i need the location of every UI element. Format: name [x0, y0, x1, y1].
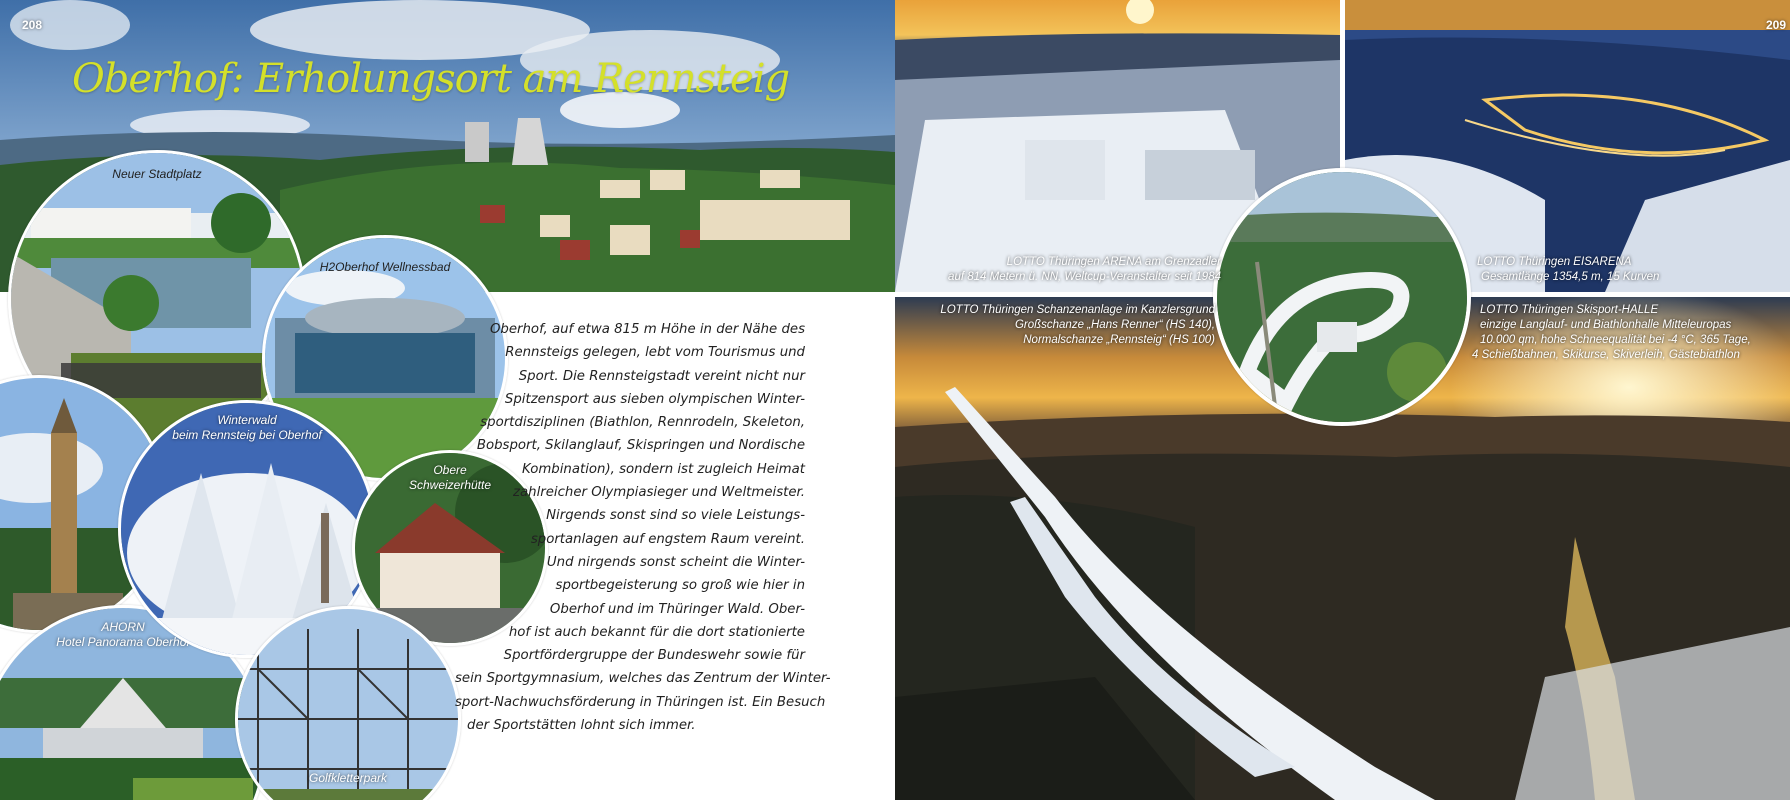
body-line: hof ist auch bekannt für die dort stationierte	[508, 624, 805, 640]
caption-eisarena: LOTTO Thüringen EISARENA Gesamtlänge 1354,5 m, 15 Kurven	[1477, 256, 1660, 283]
circle-label-winterwald: Winterwald beim Rennsteig bei Oberhof	[172, 413, 322, 442]
body-line: Spitzensport aus sieben olympischen Winter-	[504, 391, 805, 407]
body-line: der Sportstätten lohnt sich immer.	[467, 718, 696, 734]
circle-label-ahorn-hotel: AHORN Hotel Panorama Oberhof	[56, 620, 190, 649]
body-line: Oberhof, auf etwa 815 m Höhe in der Nähe des	[489, 322, 805, 337]
body-line: Oberhof und im Thüringer Wald. Ober-	[549, 601, 805, 617]
caption-schanzenanlage: LOTTO Thüringen Schanzenanlage im Kanzlersgrund Großschanze „Hans Renner“ (HS 140), Normalschanze „Rennsteig“ (HS 100)	[940, 304, 1215, 346]
body-line: Sport. Die Rennsteigstadt vereint nicht nur	[518, 368, 805, 384]
circle-label-neuer-stadtplatz: Neuer Stadtplatz	[112, 167, 202, 181]
body-line: Sportfördergruppe der Bundeswehr sowie für	[503, 648, 805, 664]
circle-photo-skisport-halle	[1213, 168, 1471, 426]
circle-label-h2oberhof: H2Oberhof Wellnessbad	[319, 260, 451, 274]
body-line: sportbegeisterung so groß wie hier in	[555, 578, 805, 594]
body-line: Rennsteigs gelegen, lebt vom Tourismus und	[505, 345, 805, 361]
circle-label-golfkletterpark: Golfkletterpark	[308, 771, 388, 785]
caption-skisport-halle: LOTTO Thüringen Skisport-HALLE einzige Langlauf- und Biathlonhalle Mitteleuropas 10.000 qm, hohe Schneequalität bei -4 °C, 365 Tage, 4 Schießbahnen, Skikurse, Skiverleih, Gästebiathlon	[1472, 304, 1751, 361]
body-text	[455, 318, 831, 737]
circle-label-obere-schweizerhuette: Obere Schweizerhütte	[408, 463, 492, 492]
body-line: sein Sportgymnasium, welches das Zentrum der Winter-	[455, 671, 831, 687]
body-line: Und nirgends sonst scheint die Winter-	[546, 554, 805, 570]
page-number-left: 208	[22, 18, 43, 32]
body-line: Bobsport, Skilanglauf, Skispringen und Nordische	[476, 438, 805, 454]
caption-arena: LOTTO Thüringen ARENA am Grenzadler auf 814 Metern ü. NN, Weltcup-Veranstalter seit 1984	[948, 256, 1221, 283]
body-line: sportanlagen auf engstem Raum vereint.	[530, 531, 805, 547]
page-title: Oberhof: Erholungsort am Rennsteig	[72, 56, 790, 102]
body-line: Kombination), sondern ist zugleich Heimat	[521, 461, 805, 477]
right-page	[895, 0, 1790, 800]
body-line: Nirgends sonst sind so viele Leistungs-	[546, 508, 805, 524]
body-line: sport-Nachwuchsförderung in Thüringen ist. Ein Besuch	[455, 694, 826, 710]
page-number-right: 209	[1765, 18, 1786, 32]
body-line: sportdisziplinen (Biathlon, Rennrodeln, Skeleton,	[480, 415, 805, 431]
body-line: zahlreicher Olympiasieger und Weltmeister.	[513, 485, 805, 501]
